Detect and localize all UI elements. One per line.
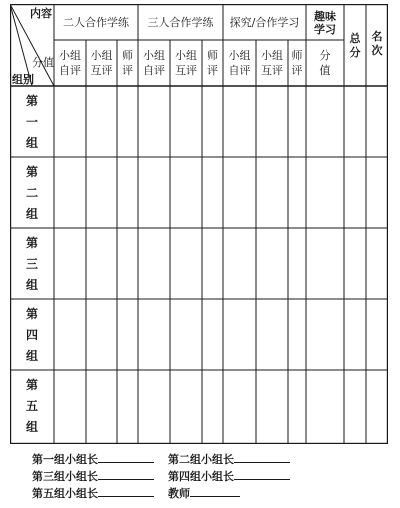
sub-pair-mutual-text: 小组互评 xyxy=(90,49,113,77)
row-label-group-5-text: 第五组 xyxy=(25,378,38,434)
sub-pair-mutual xyxy=(86,48,117,78)
sub-interest-score-text: 分值 xyxy=(319,49,331,77)
header-rank xyxy=(366,30,388,58)
signature-leader-2-line[interactable] xyxy=(234,452,290,463)
sub-pair-teacher xyxy=(117,48,138,78)
row-label-group-5 xyxy=(10,375,54,438)
sub-pair-self-text: 小组自评 xyxy=(59,49,81,77)
header-pair-practice: 二人合作学练 xyxy=(63,16,129,29)
row-label-group-2-text: 第二组 xyxy=(25,165,38,221)
sub-pair-self xyxy=(54,48,86,78)
sub-explore-mutual xyxy=(256,48,288,78)
row-label-group-1 xyxy=(10,91,54,154)
header-interest-text: 趣味学习 xyxy=(314,10,336,36)
header-total-score xyxy=(344,32,366,60)
corner-content-label: 内容 xyxy=(30,7,52,20)
signature-leader-4-line[interactable] xyxy=(234,469,290,480)
row-label-group-4-text: 第四组 xyxy=(25,307,38,363)
row-label-group-3-text: 第三组 xyxy=(25,236,38,292)
sub-triple-teacher-text: 师评 xyxy=(207,49,218,77)
signature-leader-5 xyxy=(32,485,154,501)
row-label-group-4 xyxy=(10,304,54,367)
sub-explore-teacher-text: 师评 xyxy=(291,49,303,77)
sub-triple-self xyxy=(138,48,170,78)
signature-leader-3 xyxy=(32,468,154,484)
signature-leader-2 xyxy=(168,451,290,467)
signature-teacher xyxy=(168,485,240,501)
sub-triple-self-text: 小组自评 xyxy=(143,49,165,77)
sub-triple-mutual xyxy=(170,48,202,78)
header-total-text: 总分 xyxy=(349,32,361,59)
signature-teacher-label: 教师 xyxy=(168,487,190,500)
sub-pair-teacher-text: 师评 xyxy=(122,49,133,77)
header-explore-cooperate: 探究/合作学习 xyxy=(229,16,300,29)
signature-leader-1-label: 第一组小组长 xyxy=(32,453,98,466)
evaluation-table xyxy=(10,4,388,444)
signature-leader-3-line[interactable] xyxy=(98,469,154,480)
signature-leader-5-line[interactable] xyxy=(98,486,154,497)
sub-interest-score xyxy=(306,48,344,78)
signature-teacher-line[interactable] xyxy=(190,486,240,497)
header-triple-practice: 三人合作学练 xyxy=(147,16,214,29)
sub-triple-teacher xyxy=(202,48,223,78)
header-rank-text: 名次 xyxy=(371,30,383,57)
sub-explore-teacher xyxy=(288,48,306,78)
corner-group-label: 组别 xyxy=(12,73,34,86)
signature-leader-1-line[interactable] xyxy=(98,452,154,463)
signature-leader-2-label: 第二组小组长 xyxy=(168,453,234,466)
signature-leader-1 xyxy=(32,451,154,467)
header-interest-learning xyxy=(306,10,344,36)
sub-explore-mutual-text: 小组互评 xyxy=(261,49,283,77)
sub-explore-self xyxy=(223,48,256,78)
signature-leader-5-label: 第五组小组长 xyxy=(32,487,98,500)
row-label-group-3 xyxy=(10,233,54,296)
signature-leader-4 xyxy=(168,468,290,484)
sub-explore-self-text: 小组自评 xyxy=(228,49,251,77)
corner-score-label: 分值 xyxy=(32,56,54,69)
row-label-group-2 xyxy=(10,162,54,225)
signature-leader-3-label: 第三组小组长 xyxy=(32,470,98,483)
row-label-group-1-text: 第一组 xyxy=(25,94,38,150)
signature-leader-4-label: 第四组小组长 xyxy=(168,470,234,483)
sub-triple-mutual-text: 小组互评 xyxy=(175,49,197,77)
